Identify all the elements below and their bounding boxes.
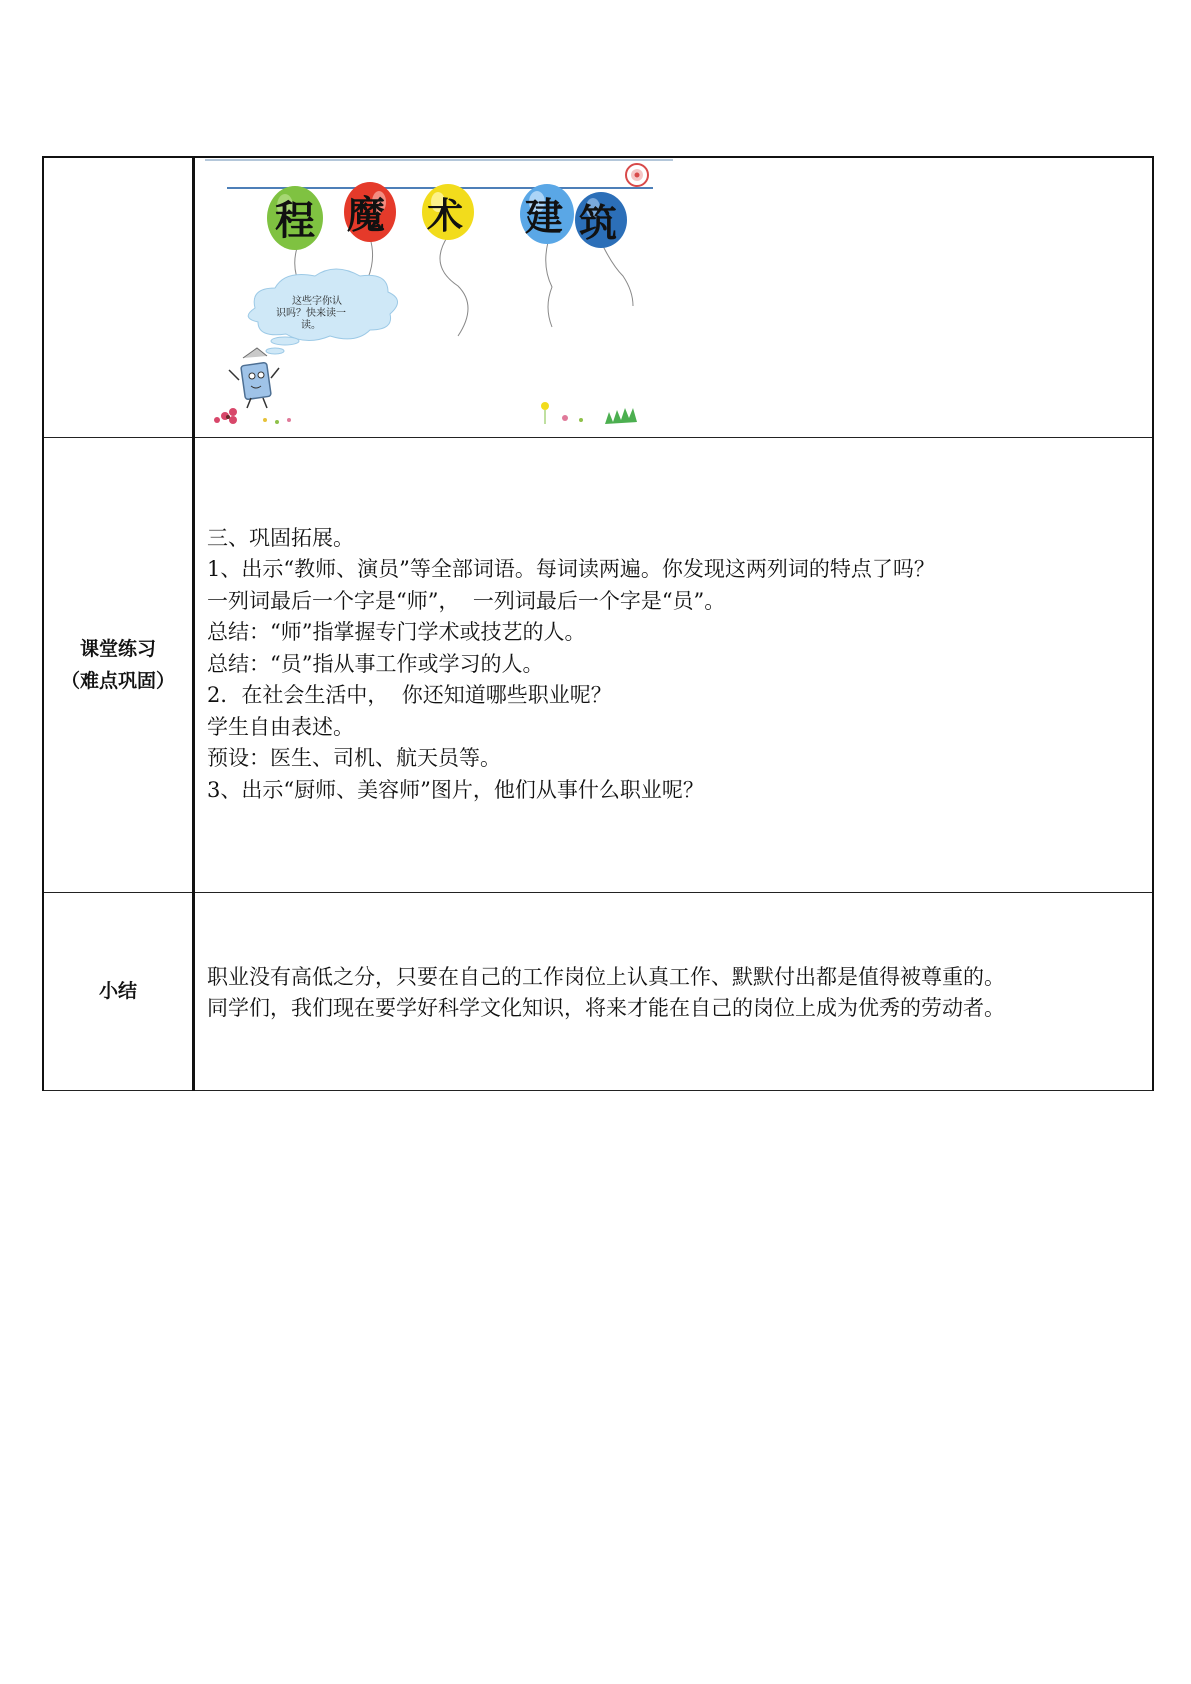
thought-bubble [248,269,397,354]
practice-line: 总结：“员”指从事工作或学习的人。 [207,651,544,676]
row-label-practice [43,437,194,892]
practice-line: 预设：医生、司机、航天员等。 [207,746,501,771]
book-character-icon [229,348,279,408]
bubble-line-2: 识吗？快来读一 [276,308,346,319]
row-label-empty [43,157,194,437]
balloon-char-2: 魔 [347,193,386,237]
table-row-summary [43,892,1153,1090]
practice-line: 1、出示“教师、演员”等全部词语。每词读两遍。你发现这两列词的特点了吗？ [207,557,935,582]
practice-line: 学生自由表述。 [207,714,354,739]
badge-icon [626,164,648,186]
table-row-practice [43,437,1153,892]
lesson-plan-table [42,156,1154,1091]
label-line-2: （难点巩固） [60,669,175,692]
summary-line: 职业没有高低之分，只要在自己的工作岗位上认真工作、默默付出都是值得被尊重的。 [207,964,1005,989]
summary-line: 同学们，我们现在要学好科学文化知识，将来才能在自己的岗位上成为优秀的劳动者。 [207,996,1005,1020]
practice-line: 2．在社会生活中， 你还知道哪些职业呢？ [207,683,612,708]
practice-line: 一列词最后一个字是“师”， 一列词最后一个字是“员”。 [207,588,726,613]
summary-content [194,892,1154,1090]
row-label-summary [43,892,194,1090]
grass-icon [605,408,637,424]
balloon-char-3: 术 [427,196,464,237]
bubble-line-3: 读。 [301,320,321,331]
label-line-1: 小结 [98,980,137,1002]
practice-content [194,437,1154,892]
balloon-char-5: 筑 [579,201,618,245]
practice-line: 3、出示“厨师、美容师”图片，他们从事什么职业呢？ [207,777,704,802]
label-line-1: 课堂练习 [79,637,156,660]
table-row-slide [43,157,1153,437]
balloon-char-1: 程 [275,198,315,244]
bubble-line-1: 这些字你认 [292,296,342,307]
practice-line: 三、巩固拓展。 [207,525,354,550]
slide-image-cell [194,157,1154,437]
practice-line: 总结：“师”指掌握专门学术或技艺的人。 [207,620,586,645]
balloon-4 [520,184,574,327]
flower-icon [214,402,583,424]
balloon-3 [422,184,474,336]
slide-illustration [205,158,675,434]
balloon-char-4: 建 [525,195,564,239]
balloon-5 [575,192,633,306]
